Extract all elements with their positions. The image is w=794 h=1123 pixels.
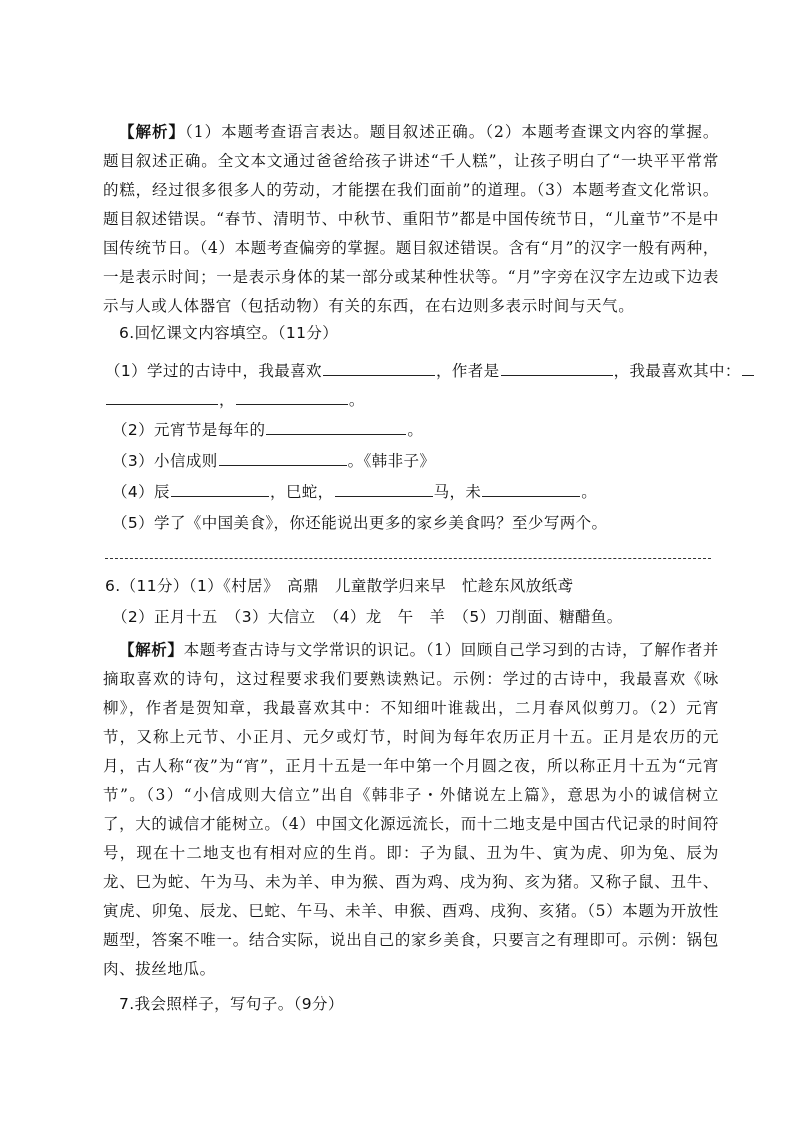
analysis-tag: 【解析】 <box>119 640 184 659</box>
blank-lantern-festival-date[interactable] <box>266 419 406 435</box>
question-6-part-5: （5）学了《中国美食》，你还能说出更多的家乡美食吗？至少写两个。 <box>112 514 608 532</box>
answer-6-line-2: （2）正月十五 （3）大信立 （4）龙 午 羊 （5）刀削面、糖醋鱼。 <box>112 608 623 626</box>
question-6-part-4: （4）辰 ，巳蛇， 马，未 。 <box>112 483 598 501</box>
analysis-text: （1）本题考查语言表达。题目叙述正确。（2）本题考查课文内容的掌握。题目叙述正确。全文本文通过爸爸给孩子讲述“千人糕”，让孩子明白了“一块平平常常的糕，经过很多很多人的劳动，才能摆在我们面前”的道理。（3）本题考查文化常识。题目叙述错误。“春节、清明节、中秋节、重阳节”都是中国传统节日，“儿童节”不是中国传统节日。（4）本题考查偏旁的掌握。题目叙述错误。含有“月”的汉字一般有两种，一是表示时间；一是表示身体的某一部分或某种性状等。“月”字旁在汉字左边或下边表示与人或人体器官（包括动物）有关的东西，在右边则多表示时间与天气。 <box>103 123 719 315</box>
answer-line[interactable] <box>105 558 711 559</box>
answer-6-line-1: 6.（11分）（1）《村居》 高鼎 儿童散学归来早 忙趁东风放纸鸢 <box>105 577 574 595</box>
question-6-title: 6.回忆课文内容填空。（11分） <box>119 324 339 342</box>
question-6-part-3: （3）小信成则 。《韩非子》 <box>112 452 436 470</box>
blank-favorite-line-c[interactable] <box>236 389 348 405</box>
blank-zodiac-wu[interactable] <box>335 481 433 497</box>
blank-favorite-line-a[interactable] <box>742 360 754 376</box>
analysis-text: 本题考查古诗与文学常识的识记。（1）回顾自己学习到的古诗，了解作者并摘取喜欢的诗句，这过程要求我们要熟读熟记。示例：学过的古诗中，我最喜欢《咏柳》，作者是贺知章，我最喜欢其中：不知细叶谁裁出，二月春风似剪刀。（2）元宵节，又称上元节、小正月、元夕或灯节，时间为每年农历正月十五。正月是农历的元月，古人称“夜”为“宵”，正月十五是一年中第一个月圆之夜，所以称正月十五为“元宵节”。（3）“小信成则大信立”出自《韩非子・外储说左上篇》，意思为小的诚信树立了，大的诚信才能树立。（4）中国文化源远流长，而十二地支是中国古代记录的时间符号，现在十二地支也有相对应的生肖。即：子为鼠、丑为牛、寅为虎、卯为兔、辰为龙、巳为蛇、午为马、未为羊、申为猴、酉为鸡、戌为狗、亥为猪。又称子鼠、丑牛、寅虎、卯兔、辰龙、巳蛇、午马、未羊、申猴、酉鸡、戌狗、亥猪。（5）本题为开放性题型，答案不唯一。结合实际，说出自己的家乡美食，只要言之有理即可。示例：锅包肉、拔丝地瓜。 <box>103 641 719 978</box>
analysis-5 <box>103 117 719 321</box>
blank-zodiac-wei[interactable] <box>482 481 580 497</box>
question-7-title: 7.我会照样子，写句子。（9分） <box>119 995 344 1013</box>
blank-favorite-poem[interactable] <box>323 360 435 376</box>
blank-poem-author[interactable] <box>501 360 613 376</box>
analysis-tag: 【解析】 <box>119 122 186 141</box>
analysis-6 <box>103 635 719 984</box>
blank-favorite-line-b[interactable] <box>106 389 218 405</box>
question-6-part-2: （2）元宵节是每年的 。 <box>112 421 424 439</box>
blank-zodiac-chen[interactable] <box>171 481 269 497</box>
blank-proverb[interactable] <box>219 450 347 466</box>
question-6-part-1: （1）学过的古诗中，我最喜欢 ，作者是 ，我最喜欢其中： <box>105 360 755 382</box>
question-6-part-1-cont: ， 。 <box>105 389 365 411</box>
